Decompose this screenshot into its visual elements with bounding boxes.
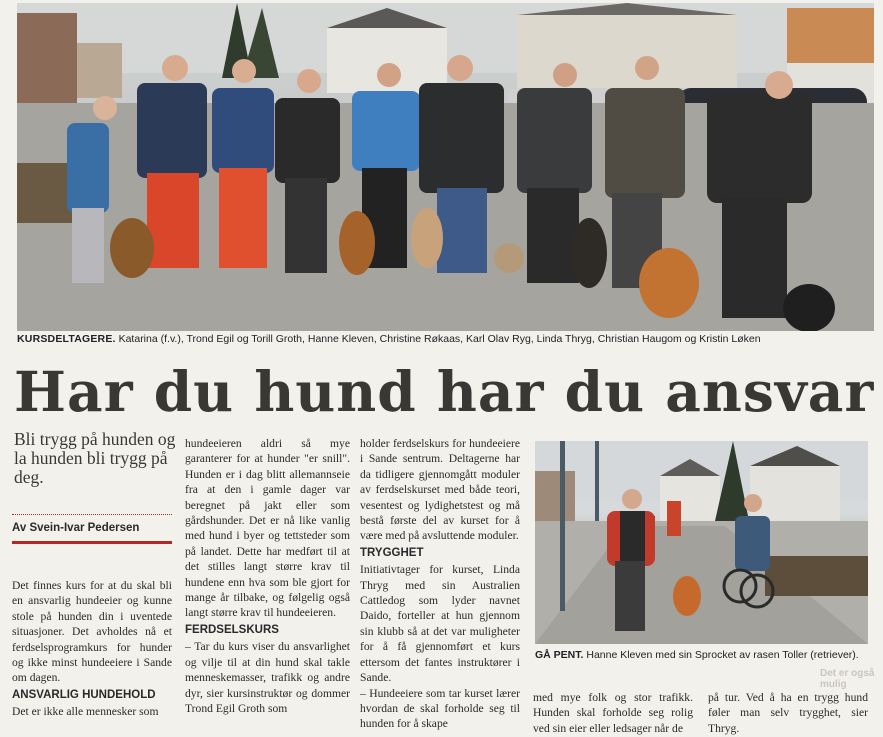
bleed-through-text: Det er også mulig <box>820 668 875 690</box>
article-column-3 <box>360 436 520 732</box>
paragraph: hundeeieren aldri så mye garanterer for at hunder "er snill". Hunden er i dag blitt allemannseie fra at den i gamle dager var beregnet på jakt eller som gårdshunder. Det er nå like vanlig med hund i byer og tettsteder som på landet. Dette har medført til at det stilles langt større krav til hundene enn hva som ble gjort for mange år tilbake, og følgelig også langt større krav til hundeeieren. <box>185 437 350 620</box>
walking-photo <box>535 441 868 644</box>
top-photo-caption <box>17 333 877 345</box>
paragraph: Det er ikke alle mennesker som <box>12 705 159 719</box>
byline: Av Svein-Ivar Pedersen <box>12 522 140 534</box>
subheading: FERDSELSKURS <box>185 623 279 636</box>
byline-divider-bottom <box>12 541 172 544</box>
ingress: Bli trygg på hunden og la hunden bli trygg på deg. <box>14 429 176 487</box>
article-column-4 <box>533 690 693 736</box>
walking-photo-illustration <box>535 441 868 644</box>
byline-divider-top <box>12 514 172 515</box>
article-column-5 <box>708 690 868 736</box>
paragraph: – Tar du kurs viser du ansvarlighet og vilje til at din hund skal takle menneskemasser, trafikk og andre dyr, sier kursinstruktør og dommer Trond Egil Groth som <box>185 640 350 715</box>
paragraph: Det finnes kurs for at du skal bli en ansvarlig hundeeier og kunne stole på hunden din i uventede situasjoner. Det avholdes nå et ferdselsprogramkurs for hunder og ikke minst hundeeiere i Sande om dagen. <box>12 579 172 685</box>
caption-lead: KURSDELTAGERE. <box>17 333 116 345</box>
article-column-1 <box>12 578 172 720</box>
group-photo <box>17 3 874 331</box>
caption-text: Katarina (f.v.), Trond Egil og Torill Groth, Hanne Kleven, Christine Røkaas, Karl Olav Ryg, Linda Thryg, Christian Haugom og Kristin Løken <box>115 333 761 345</box>
right-photo-caption <box>535 649 875 661</box>
paragraph: Initiativtager for kurset, Linda Thryg med sin Australien Cattledog som lyder navnet Daido, forteller at hun gjennom sin klubb så at det var muligheter for å få gjennomført et kurs ettersom det fantes instruktører i Sande. <box>360 563 520 685</box>
paragraph: – Hundeeiere som tar kurset lærer hvordan de skal forholde seg til hunden for å skape <box>360 686 520 731</box>
subheading: ANSVARLIG HUNDEHOLD <box>12 688 156 701</box>
group-photo-illustration <box>17 3 874 331</box>
paragraph: holder ferdselskurs for hundeeiere i Sande sentrum. Deltagerne har da tidligere gjennomgått moduler av ferdselskurset med både teori, vesentest og lydighetstest og må bestå første del av kurset for å være med på avsluttende moduler. <box>360 437 520 543</box>
paragraph: på tur. Ved å ha en trygg hund føler man selv trygghet, sier Thryg. <box>708 691 868 735</box>
caption-lead: GÅ PENT. <box>535 649 584 661</box>
caption-text: Hanne Kleven med sin Sprocket av rasen Toller (retriever). <box>583 649 859 661</box>
subheading: TRYGGHET <box>360 546 424 559</box>
article-column-2 <box>185 436 350 716</box>
headline: Har du hund har du ansvar <box>14 359 875 424</box>
paragraph: med mye folk og stor trafikk. Hunden skal forholde seg rolig ved sin eier eller ledsager når de <box>533 691 693 735</box>
